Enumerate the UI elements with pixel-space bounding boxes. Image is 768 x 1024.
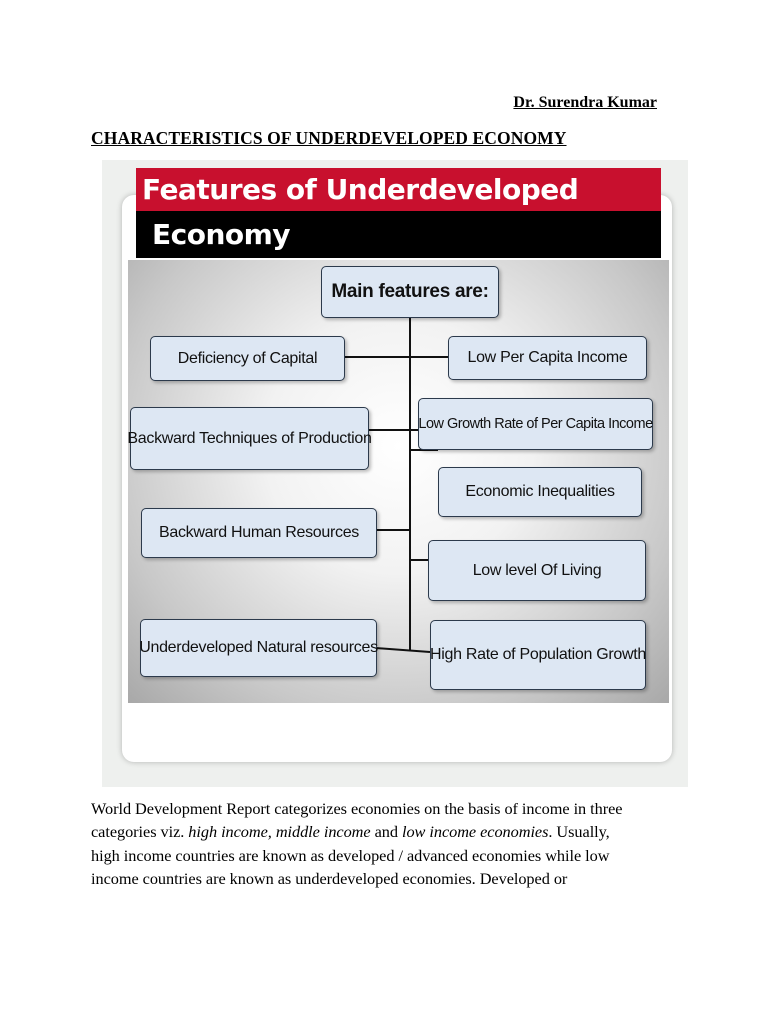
feature-box-backward-techniques: Backward Techniques of Production xyxy=(130,407,369,470)
feature-box-low-level-of-living: Low level Of Living xyxy=(428,540,646,601)
emphasis-text: high income, middle income xyxy=(188,822,371,842)
features-diagram-figure xyxy=(102,160,688,787)
feature-box-natural-resources: Underdeveloped Natural resources xyxy=(140,619,377,677)
branch-line xyxy=(376,648,430,652)
paragraph-line: income countries are known as underdeveloped economies. Developed or xyxy=(91,868,568,888)
text-run: . Usually, xyxy=(548,822,610,842)
slide-title-line-2: Economy xyxy=(136,211,661,258)
emphasis-text: low income economies xyxy=(401,822,549,842)
paragraph-line: high income countries are known as developed / advanced economies while low xyxy=(91,845,610,865)
author-name: Dr. Surendra Kumar xyxy=(513,94,657,111)
feature-box-population-growth: High Rate of Population Growth xyxy=(430,620,646,690)
main-features-box: Main features are: xyxy=(321,266,499,318)
paragraph-line xyxy=(91,820,691,843)
slide-title-line-1: Features of Underdeveloped xyxy=(136,168,661,211)
feature-box-economic-inequalities: Economic Inequalities xyxy=(438,467,642,517)
page-heading: CHARACTERISTICS OF UNDERDEVELOPED ECONOMY xyxy=(91,128,567,148)
feature-box-low-growth-rate: Low Growth Rate of Per Capita Income xyxy=(418,398,653,450)
body-paragraph xyxy=(91,797,691,890)
feature-box-backward-human-resources: Backward Human Resources xyxy=(141,508,377,558)
feature-box-deficiency-of-capital: Deficiency of Capital xyxy=(150,336,345,381)
text-run: categories viz. xyxy=(91,822,189,842)
paragraph-line: World Development Report categorizes economies on the basis of income in three xyxy=(91,799,623,818)
feature-box-low-per-capita-income: Low Per Capita Income xyxy=(448,336,647,380)
text-run: and xyxy=(370,822,402,842)
